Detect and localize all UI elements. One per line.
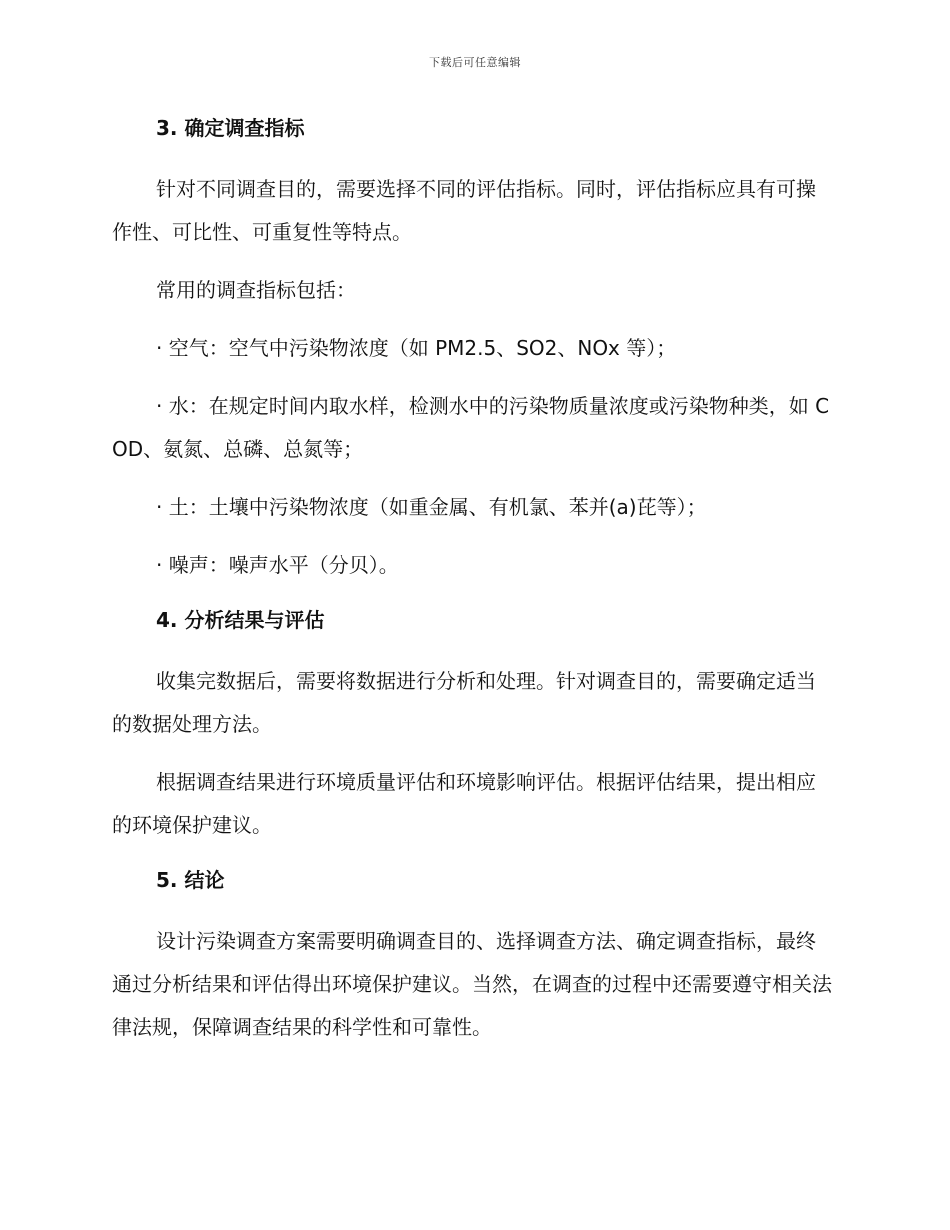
section-3-paragraph-1: 针对不同调查目的，需要选择不同的评估指标。同时，评估指标应具有可操作性、可比性、可重复性等特点。 [112, 177, 816, 244]
document-body [112, 110, 832, 1064]
section-5-paragraph-1: 设计污染调查方案需要明确调查目的、选择调查方法、确定调查指标，最终通过分析结果和评估得出环境保护建议。当然，在调查的过程中还需要遵守相关法律法规，保障调查结果的科学性和可靠性。 [112, 929, 832, 1039]
section-4-paragraph-1: 收集完数据后，需要将数据进行分析和处理。针对调查目的，需要确定适当的数据处理方法。 [112, 669, 816, 736]
section-3-paragraph-2: 常用的调查指标包括： [156, 278, 356, 302]
bullet-water: · 水：在规定时间内取水样，检测水中的污染物质量浓度或污染物种类，如 COD、氨氮、总磷、总氮等； [112, 394, 830, 461]
page-header: 下载后可任意编辑 [429, 56, 521, 69]
section-3-heading: 3. 确定调查指标 [156, 116, 305, 140]
section-4-heading: 4. 分析结果与评估 [156, 608, 325, 632]
section-5-heading: 5. 结论 [156, 868, 225, 892]
bullet-noise: · 噪声：噪声水平（分贝）。 [156, 553, 399, 577]
bullet-air: · 空气：空气中污染物浓度（如 PM2.5、SO2、NOx 等）； [156, 336, 677, 360]
bullet-soil: · 土：土壤中污染物浓度（如重金属、有机氯、苯并(a)芘等）； [156, 495, 707, 519]
section-4-paragraph-2: 根据调查结果进行环境质量评估和环境影响评估。根据评估结果，提出相应的环境保护建议。 [112, 770, 816, 837]
